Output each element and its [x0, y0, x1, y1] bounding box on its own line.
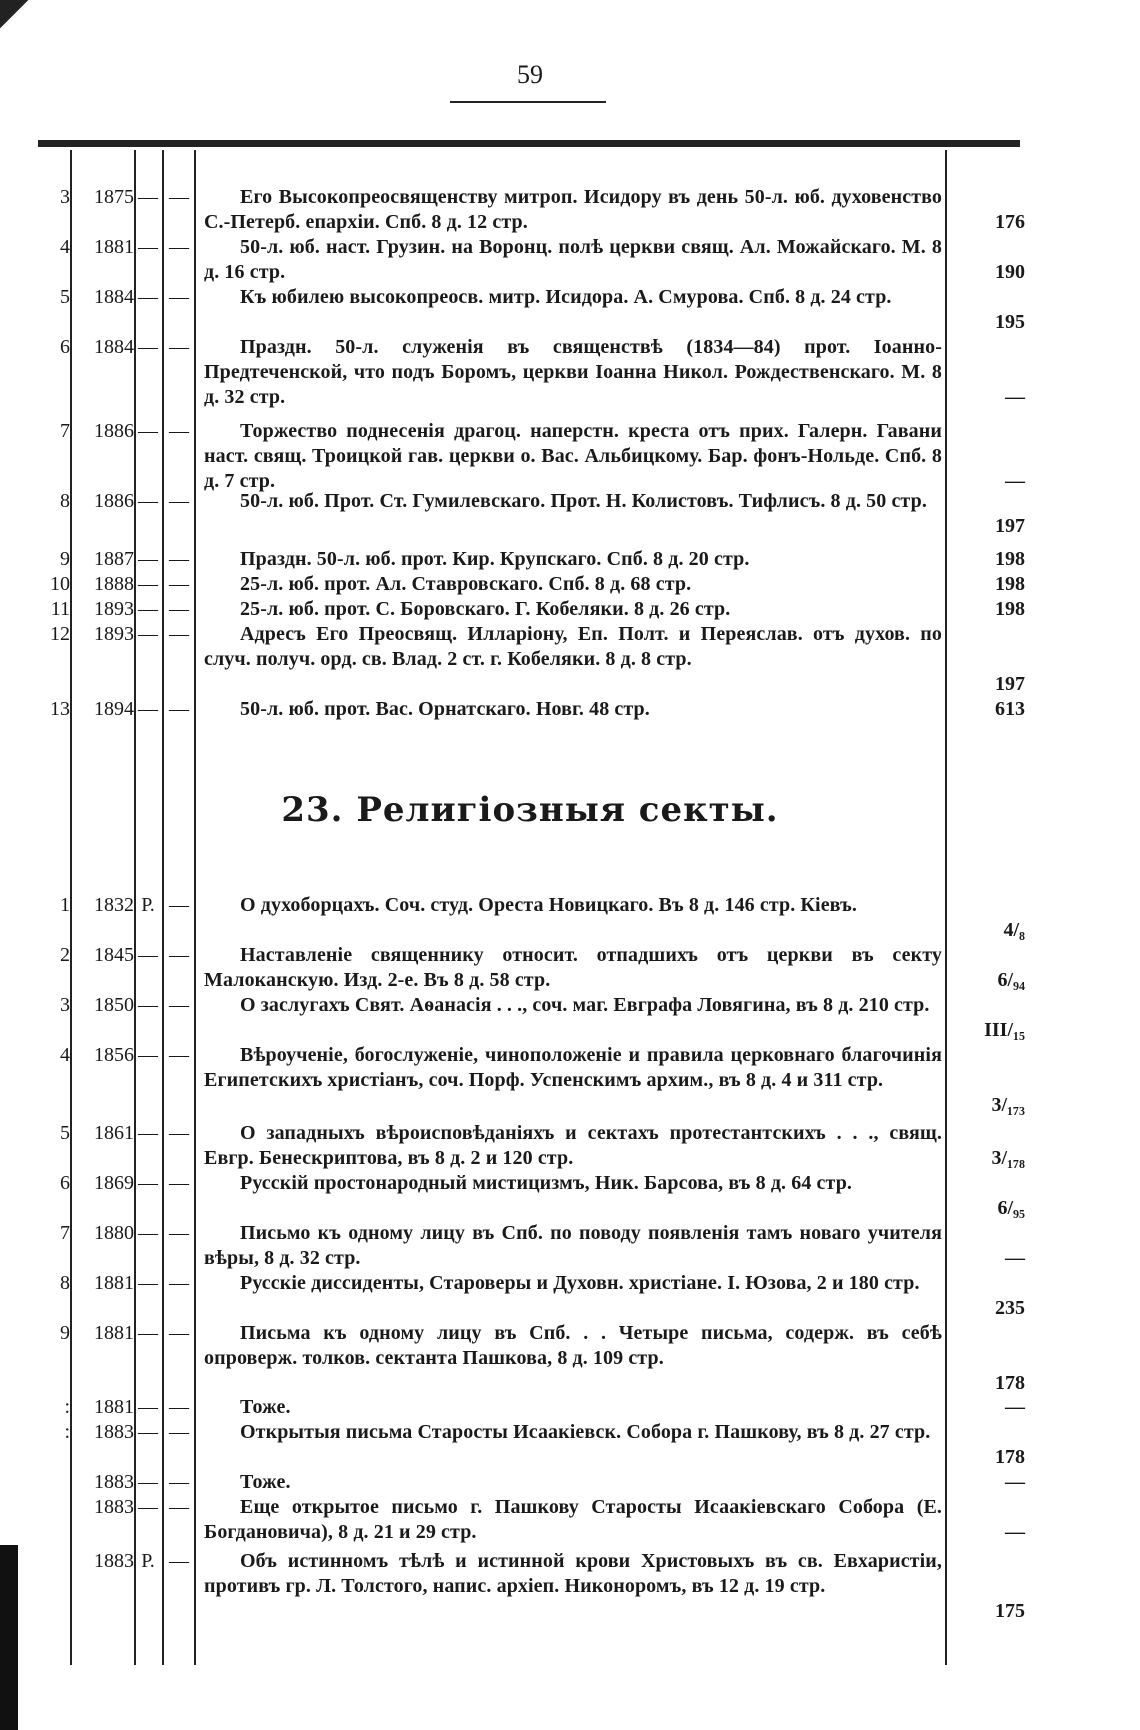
entry-year: 1884: [94, 286, 134, 308]
entry-year: 1861: [94, 1122, 134, 1144]
entry-col-b: —: [169, 573, 189, 595]
entry-col-a: —: [138, 236, 158, 258]
entry-col-b: —: [169, 894, 189, 916]
entry-col-a: —: [138, 944, 158, 966]
entry-year: 1832: [94, 894, 134, 916]
entry-col-a: —: [138, 994, 158, 1016]
entry-col-a: Р.: [141, 894, 155, 916]
entry-col-a: —: [138, 1471, 158, 1493]
entry-year: 1886: [94, 420, 134, 442]
entry-ref: 613: [995, 698, 1025, 720]
entry-col-b: —: [169, 420, 189, 442]
entry-index: 7: [60, 1222, 70, 1244]
scan-corner-mark: [0, 0, 30, 40]
entry-year: 1880: [94, 1222, 134, 1244]
entry-ref: 6/₉₄: [997, 969, 1025, 991]
entry-year: 1886: [94, 490, 134, 512]
entry-year: 1888: [94, 573, 134, 595]
entry-text: Открытыя письма Старосты Исаакiевск. Собора г. Пашкову, въ 8 д. 27 стр.: [240, 1421, 931, 1443]
entry-ref: —: [1005, 470, 1025, 492]
entry-index: 10: [50, 573, 70, 595]
column-rule-ref: [945, 150, 947, 1665]
entry-index: 6: [60, 1172, 70, 1194]
entry-col-b: —: [169, 1272, 189, 1294]
entry-text: Адресъ Его Преосвящ. Илларiону, Еп. Полт. и Переяслав. отъ духов. по случ. получ. орд. св. Влад. 2 ст. г. Кобеляки. 8 д. 8 стр.: [204, 623, 942, 670]
section-title: 23. Религiозныя секты.: [281, 790, 779, 830]
entry-ref: 198: [995, 598, 1025, 620]
entry-ref: 235: [995, 1297, 1025, 1319]
entry-text: Русскiе диссиденты, Староверы и Духовн. христiане. I. Юзова, 2 и 180 стр.: [240, 1272, 920, 1294]
entry-col-b: —: [169, 1471, 189, 1493]
entry-col-b: —: [169, 994, 189, 1016]
entry-col-b: —: [169, 336, 189, 358]
entry-text: О западныхъ вѣроисповѣданiяхъ и сектахъ протестантскихъ . . ., свящ. Евгр. Бенескриптова, въ 8 д. 2 и 120 стр.: [204, 1122, 942, 1169]
page-number-rule: [450, 101, 606, 103]
entry-text: Русскiй простонародный мистицизмъ, Ник. Барсова, въ 8 д. 64 стр.: [240, 1172, 853, 1194]
entry-index: 9: [60, 548, 70, 570]
entry-year: 1887: [94, 548, 134, 570]
entry-col-b: —: [169, 1496, 189, 1518]
entry-year: 1881: [94, 1396, 134, 1418]
entry-year: 1894: [94, 698, 134, 720]
entry-col-b: —: [169, 1122, 189, 1144]
entry-col-a: —: [138, 1496, 158, 1518]
entry-year: 1850: [94, 994, 134, 1016]
entry-ref: —: [1005, 1247, 1025, 1269]
entry-col-b: —: [169, 1421, 189, 1443]
entry-col-a: —: [138, 698, 158, 720]
entry-year: 1884: [94, 336, 134, 358]
entry-col-a: —: [138, 1172, 158, 1194]
entry-text: 50-л. юб. Прот. Ст. Гумилевскаго. Прот. Н. Колистовъ. Тифлисъ. 8 д. 50 стр.: [240, 490, 927, 512]
entry-col-b: —: [169, 548, 189, 570]
scan-edge-mark: [0, 1545, 18, 1730]
entry-index: 11: [50, 598, 70, 620]
entry-col-a: —: [138, 623, 158, 645]
entry-ref: 3/₁₇₈: [991, 1147, 1025, 1169]
entry-col-b: —: [169, 698, 189, 720]
entry-text: Тоже.: [240, 1471, 291, 1493]
entry-index: 2: [60, 944, 70, 966]
entry-text: 50-л. юб. наст. Грузин. на Воронц. полѣ церкви свящ. Ал. Можайскаго. М. 8 д. 16 стр.: [204, 236, 942, 283]
entry-year: 1881: [94, 236, 134, 258]
entry-year: 1893: [94, 623, 134, 645]
entry-ref: —: [1005, 1521, 1025, 1543]
entry-text: 25-л. юб. прот. Ал. Ставровскаго. Спб. 8 д. 68 стр.: [240, 573, 692, 595]
entry-ref: 176: [995, 211, 1025, 233]
entry-year: 1881: [94, 1322, 134, 1344]
column-rule-text: [194, 150, 196, 1665]
entry-col-a: —: [138, 186, 158, 208]
page-number: 59: [517, 60, 543, 89]
entry-year: 1883: [94, 1496, 134, 1518]
entry-col-b: —: [169, 1322, 189, 1344]
entry-index: 5: [60, 1122, 70, 1144]
entry-ref: 4/₈: [1003, 919, 1025, 941]
entry-text: Письма къ одному лицу въ Спб. . . Четыре письма, содерж. въ себѣ опроверж. толков. сектанта Пашкова, 8 д. 109 стр.: [204, 1322, 942, 1369]
entry-col-b: —: [169, 1222, 189, 1244]
entry-col-a: —: [138, 420, 158, 442]
entry-text: О заслугахъ Свят. Аѳанасiя . . ., соч. маг. Евграфа Ловягина, въ 8 д. 210 стр.: [240, 994, 930, 1016]
entry-ref: —: [1005, 386, 1025, 408]
entry-col-a: —: [138, 598, 158, 620]
entry-ref: —: [1005, 1396, 1025, 1418]
entry-text: О духоборцахъ. Соч. студ. Ореста Новицкаго. Въ 8 д. 146 стр. Кiевъ.: [240, 894, 857, 916]
entry-ref: 178: [995, 1372, 1025, 1394]
entry-col-a: —: [138, 1122, 158, 1144]
entry-index: 8: [60, 490, 70, 512]
entry-col-b: —: [169, 1044, 189, 1066]
entry-col-b: —: [169, 1396, 189, 1418]
entry-index: 4: [60, 1044, 70, 1066]
entry-col-a: —: [138, 1322, 158, 1344]
entry-col-a: —: [138, 1421, 158, 1443]
entry-col-a: —: [138, 1044, 158, 1066]
entry-year: 1883: [94, 1550, 134, 1572]
entry-col-a: —: [138, 336, 158, 358]
entry-col-a: Р.: [141, 1550, 155, 1572]
entry-ref: 175: [995, 1600, 1025, 1622]
entry-col-b: —: [169, 186, 189, 208]
entry-year: 1883: [94, 1471, 134, 1493]
entry-index: 3: [60, 186, 70, 208]
entry-text: Еще открытое письмо г. Пашкову Старосты Исаакiевскаго Собора (Е. Богдановича), 8 д. 21 и 29 стр.: [204, 1496, 942, 1543]
entry-index: 13: [50, 698, 70, 720]
entry-col-a: —: [138, 573, 158, 595]
entry-year: 1893: [94, 598, 134, 620]
entry-text: Объ истинномъ тѣлѣ и истинной крови Христовыхъ въ св. Евхаристiи, противъ гр. Л. Толстого, напис. архiеп. Никоноромъ, въ 12 д. 19 стр.: [204, 1550, 942, 1597]
entry-index: 8: [60, 1272, 70, 1294]
entry-ref: 178: [995, 1446, 1025, 1468]
entry-index: 7: [60, 420, 70, 442]
entry-text: Письмо къ одному лицу въ Спб. по поводу появленiя тамъ новаго учителя вѣры, 8 д. 32 стр.: [204, 1222, 942, 1269]
entry-index: 4: [60, 236, 70, 258]
entry-index: 6: [60, 336, 70, 358]
header-rule: [38, 140, 1020, 147]
entry-index: 5: [60, 286, 70, 308]
entry-text: 25-л. юб. прот. С. Боровскаго. Г. Кобеляки. 8 д. 26 стр.: [240, 598, 731, 620]
entry-year: 1856: [94, 1044, 134, 1066]
entry-text: Къ юбилею высокопреосв. митр. Исидора. А. Смурова. Спб. 8 д. 24 стр.: [240, 286, 892, 308]
entry-year: 1881: [94, 1272, 134, 1294]
entry-year: 1869: [94, 1172, 134, 1194]
entry-text: 50-л. юб. прот. Вас. Орнатскаго. Новг. 48 стр.: [240, 698, 650, 720]
entry-col-a: —: [138, 1396, 158, 1418]
entry-year: 1883: [94, 1421, 134, 1443]
entry-ref: 197: [995, 515, 1025, 537]
entry-year: 1845: [94, 944, 134, 966]
entry-ref: 198: [995, 573, 1025, 595]
entry-index: 1: [60, 894, 70, 916]
entry-col-a: —: [138, 490, 158, 512]
entry-text: Торжество поднесенiя драгоц. наперстн. креста отъ прих. Галерн. Гавани наст. свящ. Троицкой гав. церкви о. Вас. Альбицкому. Бар. фонъ-Нольде. Спб. 8 д. 7 стр.: [204, 420, 942, 492]
entry-index: 3: [60, 994, 70, 1016]
entry-index: 9: [60, 1322, 70, 1344]
entry-ref: 6/₉₅: [997, 1197, 1025, 1219]
entry-col-b: —: [169, 490, 189, 512]
entry-index: :: [64, 1421, 70, 1443]
entry-ref: 190: [995, 261, 1025, 283]
entry-text: Его Высокопреосвященству митроп. Исидору въ день 50-л. юб. духовенство С.-Петерб. епархiи. Спб. 8 д. 12 стр.: [204, 186, 942, 233]
entry-text: Праздн. 50-л. юб. прот. Кир. Крупскаго. Спб. 8 д. 20 стр.: [240, 548, 750, 570]
entry-ref: 197: [995, 673, 1025, 695]
entry-col-b: —: [169, 1550, 189, 1572]
entry-index: 12: [50, 623, 70, 645]
entry-col-b: —: [169, 236, 189, 258]
entry-ref: 3/₁₇₃: [991, 1094, 1025, 1116]
entry-text: Праздн. 50-л. служенiя въ священствѣ (1834—84) прот. Iоанно-Предтеченской, что подъ Боромъ, церкви Iоанна Никол. Рождественскаго. М. 8 д. 32 стр.: [204, 336, 942, 408]
entry-col-b: —: [169, 286, 189, 308]
entry-text: Тоже.: [240, 1396, 291, 1418]
entry-index: :: [64, 1396, 70, 1418]
entry-col-a: —: [138, 286, 158, 308]
entry-ref: 195: [995, 311, 1025, 333]
entry-col-b: —: [169, 944, 189, 966]
entry-col-b: —: [169, 623, 189, 645]
entry-col-a: —: [138, 1272, 158, 1294]
entry-ref: III/₁₅: [984, 1019, 1025, 1041]
entry-text: Наставленiе священнику относит. отпадшихъ отъ церкви въ секту Малоканскую. Изд. 2-е. Въ 8 д. 58 стр.: [204, 944, 942, 991]
entry-text: Вѣроученiе, богослуженiе, чиноположенiе и правила церковнаго благочинiя Египетскихъ христiанъ, соч. Порф. Успенскимъ архим., въ 8 д. 4 и 311 стр.: [204, 1044, 942, 1091]
entry-ref: 198: [995, 548, 1025, 570]
entry-year: 1875: [94, 186, 134, 208]
entry-ref: —: [1005, 1471, 1025, 1493]
entry-col-a: —: [138, 1222, 158, 1244]
entry-col-a: —: [138, 548, 158, 570]
entry-col-b: —: [169, 598, 189, 620]
entry-col-b: —: [169, 1172, 189, 1194]
